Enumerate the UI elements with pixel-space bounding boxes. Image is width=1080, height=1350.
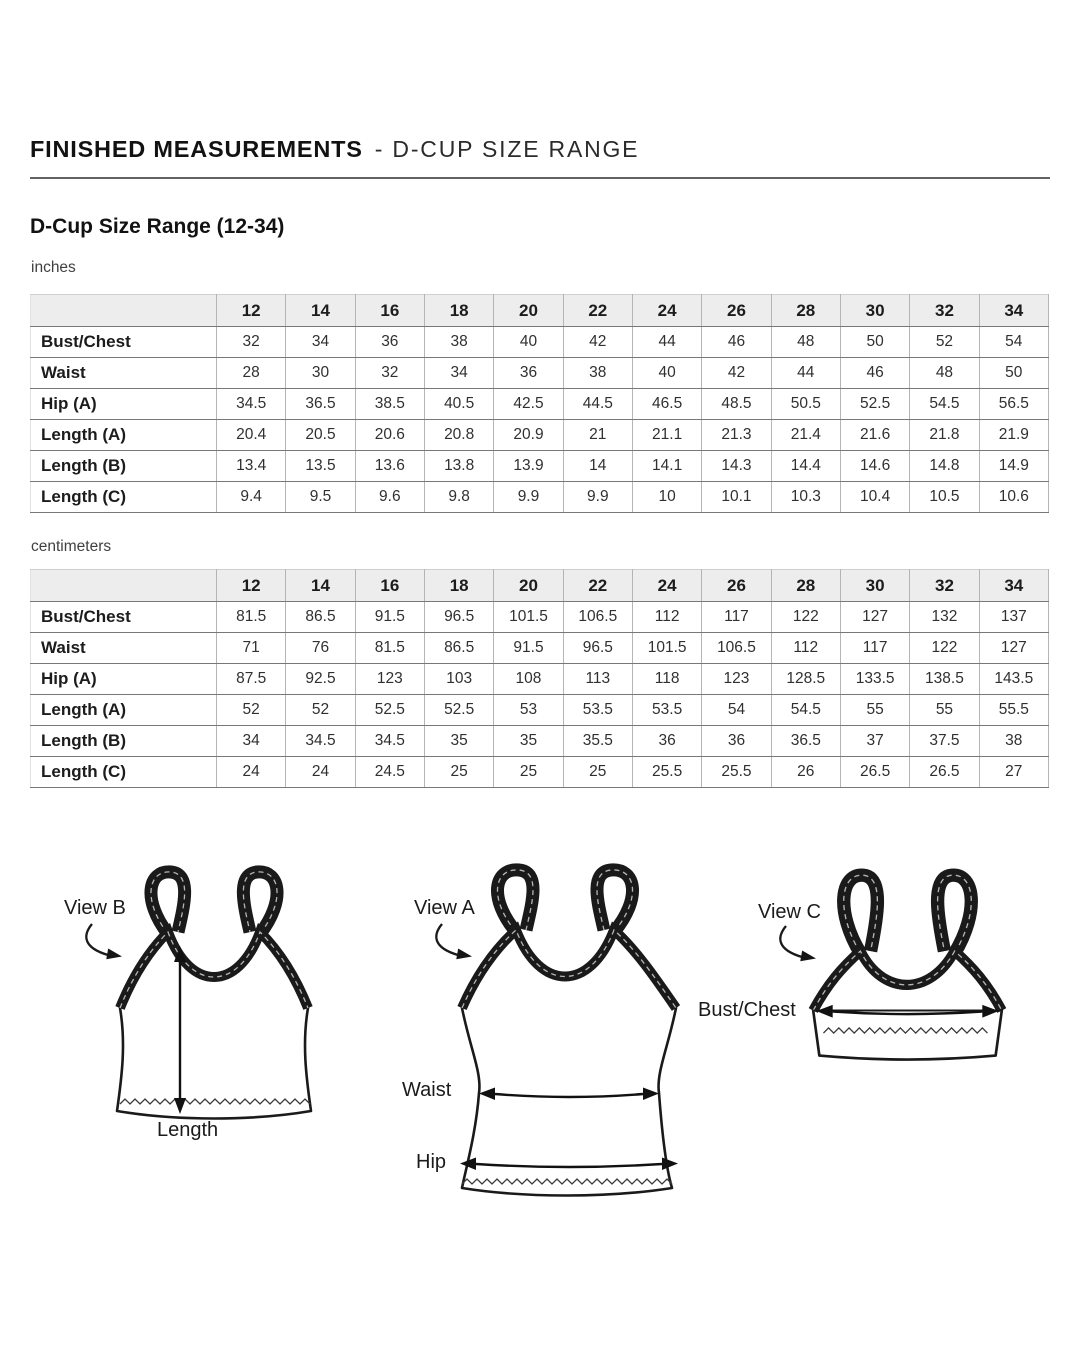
value-cell: 86.5: [286, 602, 355, 633]
value-cell: 92.5: [286, 664, 355, 695]
value-cell: 127: [979, 633, 1048, 664]
value-cell: 53.5: [563, 695, 632, 726]
value-cell: 10.3: [771, 482, 840, 513]
value-cell: 34: [286, 327, 355, 358]
value-cell: 127: [840, 602, 909, 633]
corner-cell: [31, 295, 217, 327]
value-cell: 13.5: [286, 451, 355, 482]
view-c-illustration: [774, 867, 1041, 1072]
value-cell: 36: [632, 726, 701, 757]
value-cell: 112: [632, 602, 701, 633]
value-cell: 21.9: [979, 420, 1048, 451]
value-cell: 25: [563, 757, 632, 788]
value-cell: 52: [286, 695, 355, 726]
waist-measure-label: Waist: [402, 1079, 452, 1101]
value-cell: 54: [979, 327, 1048, 358]
value-cell: 21.3: [702, 420, 771, 451]
value-cell: 52: [217, 695, 286, 726]
value-cell: 13.9: [494, 451, 563, 482]
row-label: Bust/Chest: [31, 327, 217, 358]
size-header-row: [31, 570, 1049, 602]
value-cell: 35: [494, 726, 563, 757]
value-cell: 106.5: [702, 633, 771, 664]
row-label: Length (C): [31, 482, 217, 513]
row-label: Bust/Chest: [31, 602, 217, 633]
measurement-row: [31, 482, 1049, 513]
inches-table: [30, 294, 1049, 513]
value-cell: 44: [771, 358, 840, 389]
value-cell: 123: [702, 664, 771, 695]
value-cell: 46: [840, 358, 909, 389]
hip-measure-label: Hip: [416, 1151, 447, 1173]
size-header-cell: 12: [217, 295, 286, 327]
value-cell: 36.5: [771, 726, 840, 757]
value-cell: 103: [424, 664, 493, 695]
size-header-cell: 24: [632, 295, 701, 327]
value-cell: 14.3: [702, 451, 771, 482]
value-cell: 42: [702, 358, 771, 389]
value-cell: 81.5: [355, 633, 424, 664]
size-header-cell: 34: [979, 570, 1048, 602]
value-cell: 96.5: [424, 602, 493, 633]
value-cell: 24: [286, 757, 355, 788]
value-cell: 122: [771, 602, 840, 633]
value-cell: 14.8: [910, 451, 979, 482]
view-a-label: View A: [414, 897, 475, 919]
value-cell: 9.6: [355, 482, 424, 513]
value-cell: 101.5: [494, 602, 563, 633]
value-cell: 52.5: [355, 695, 424, 726]
value-cell: 44: [632, 327, 701, 358]
value-cell: 35: [424, 726, 493, 757]
centimeters-table: [30, 569, 1049, 788]
value-cell: 10.6: [979, 482, 1048, 513]
value-cell: 40: [632, 358, 701, 389]
size-header-cell: 28: [771, 295, 840, 327]
value-cell: 81.5: [217, 602, 286, 633]
value-cell: 36: [494, 358, 563, 389]
value-cell: 9.8: [424, 482, 493, 513]
page-title-suffix: - D-CUP SIZE RANGE: [374, 136, 640, 162]
value-cell: 143.5: [979, 664, 1048, 695]
size-header-cell: 32: [910, 570, 979, 602]
value-cell: 10.4: [840, 482, 909, 513]
value-cell: 20.6: [355, 420, 424, 451]
measurement-row: [31, 757, 1049, 788]
size-header-cell: 24: [632, 570, 701, 602]
unit-label-centimeters: centimeters: [31, 538, 112, 555]
value-cell: 137: [979, 602, 1048, 633]
value-cell: 113: [563, 664, 632, 695]
row-label: Length (A): [31, 420, 217, 451]
value-cell: 38: [563, 358, 632, 389]
value-cell: 52: [910, 327, 979, 358]
value-cell: 48: [771, 327, 840, 358]
size-header-cell: 30: [840, 295, 909, 327]
row-label: Length (A): [31, 695, 217, 726]
value-cell: 21: [563, 420, 632, 451]
size-header-cell: 18: [424, 295, 493, 327]
value-cell: 117: [840, 633, 909, 664]
value-cell: 34.5: [355, 726, 424, 757]
value-cell: 53.5: [632, 695, 701, 726]
size-header-cell: 14: [286, 570, 355, 602]
value-cell: 14.1: [632, 451, 701, 482]
value-cell: 122: [910, 633, 979, 664]
unit-label-inches: inches: [31, 259, 76, 276]
value-cell: 132: [910, 602, 979, 633]
value-cell: 48: [910, 358, 979, 389]
value-cell: 35.5: [563, 726, 632, 757]
value-cell: 26.5: [840, 757, 909, 788]
value-cell: 20.4: [217, 420, 286, 451]
value-cell: 71: [217, 633, 286, 664]
value-cell: 54.5: [910, 389, 979, 420]
bust-chest-measure-label: Bust/Chest: [698, 999, 796, 1021]
size-header-cell: 26: [702, 570, 771, 602]
size-header-cell: 34: [979, 295, 1048, 327]
row-label: Waist: [31, 633, 217, 664]
value-cell: 56.5: [979, 389, 1048, 420]
value-cell: 46.5: [632, 389, 701, 420]
value-cell: 52.5: [840, 389, 909, 420]
value-cell: 50: [840, 327, 909, 358]
value-cell: 9.5: [286, 482, 355, 513]
size-header-cell: 16: [355, 570, 424, 602]
value-cell: 96.5: [563, 633, 632, 664]
size-header-cell: 30: [840, 570, 909, 602]
value-cell: 42: [563, 327, 632, 358]
value-cell: 38: [979, 726, 1048, 757]
value-cell: 30: [286, 358, 355, 389]
value-cell: 14.6: [840, 451, 909, 482]
value-cell: 37.5: [910, 726, 979, 757]
value-cell: 53: [494, 695, 563, 726]
value-cell: 91.5: [355, 602, 424, 633]
value-cell: 101.5: [632, 633, 701, 664]
value-cell: 10: [632, 482, 701, 513]
row-label: Length (B): [31, 451, 217, 482]
value-cell: 55.5: [979, 695, 1048, 726]
value-cell: 34.5: [217, 389, 286, 420]
value-cell: 52.5: [424, 695, 493, 726]
value-cell: 34.5: [286, 726, 355, 757]
value-cell: 112: [771, 633, 840, 664]
value-cell: 55: [910, 695, 979, 726]
value-cell: 54: [702, 695, 771, 726]
row-label: Length (C): [31, 757, 217, 788]
value-cell: 28: [217, 358, 286, 389]
measurement-row: [31, 633, 1049, 664]
value-cell: 25.5: [702, 757, 771, 788]
value-cell: 46: [702, 327, 771, 358]
section-title: D-Cup Size Range (12-34): [30, 215, 285, 238]
value-cell: 40.5: [424, 389, 493, 420]
measurement-row: [31, 602, 1049, 633]
row-label: Waist: [31, 358, 217, 389]
value-cell: 21.6: [840, 420, 909, 451]
size-header-cell: 20: [494, 295, 563, 327]
value-cell: 133.5: [840, 664, 909, 695]
value-cell: 10.5: [910, 482, 979, 513]
title-divider: [30, 177, 1050, 179]
value-cell: 106.5: [563, 602, 632, 633]
row-label: Hip (A): [31, 664, 217, 695]
size-header-cell: 18: [424, 570, 493, 602]
value-cell: 10.1: [702, 482, 771, 513]
measurement-row: [31, 327, 1049, 358]
value-cell: 34: [217, 726, 286, 757]
value-cell: 50.5: [771, 389, 840, 420]
value-cell: 138.5: [910, 664, 979, 695]
value-cell: 36: [702, 726, 771, 757]
value-cell: 108: [494, 664, 563, 695]
value-cell: 48.5: [702, 389, 771, 420]
corner-cell: [31, 570, 217, 602]
value-cell: 24.5: [355, 757, 424, 788]
value-cell: 54.5: [771, 695, 840, 726]
value-cell: 40: [494, 327, 563, 358]
measurement-row: [31, 451, 1049, 482]
value-cell: 20.5: [286, 420, 355, 451]
measurement-row: [31, 695, 1049, 726]
view-b-label: View B: [64, 897, 126, 919]
row-label: Length (B): [31, 726, 217, 757]
value-cell: 91.5: [494, 633, 563, 664]
value-cell: 27: [979, 757, 1048, 788]
value-cell: 14.4: [771, 451, 840, 482]
value-cell: 25: [424, 757, 493, 788]
value-cell: 21.4: [771, 420, 840, 451]
page-title: [30, 136, 639, 163]
value-cell: 25.5: [632, 757, 701, 788]
value-cell: 9.9: [563, 482, 632, 513]
size-header-cell: 22: [563, 570, 632, 602]
value-cell: 24: [217, 757, 286, 788]
value-cell: 87.5: [217, 664, 286, 695]
value-cell: 26.5: [910, 757, 979, 788]
size-header-cell: 26: [702, 295, 771, 327]
value-cell: 32: [355, 358, 424, 389]
measurement-row: [31, 389, 1049, 420]
value-cell: 34: [424, 358, 493, 389]
value-cell: 55: [840, 695, 909, 726]
size-header-cell: 22: [563, 295, 632, 327]
view-b-illustration: [84, 868, 344, 1128]
value-cell: 36: [355, 327, 424, 358]
size-header-cell: 16: [355, 295, 424, 327]
value-cell: 44.5: [563, 389, 632, 420]
value-cell: 13.8: [424, 451, 493, 482]
measurement-row: [31, 664, 1049, 695]
value-cell: 42.5: [494, 389, 563, 420]
value-cell: 36.5: [286, 389, 355, 420]
value-cell: 20.8: [424, 420, 493, 451]
value-cell: 13.4: [217, 451, 286, 482]
view-c-label: View C: [758, 901, 821, 923]
measurement-row: [31, 726, 1049, 757]
value-cell: 118: [632, 664, 701, 695]
measurement-row: [31, 420, 1049, 451]
value-cell: 32: [217, 327, 286, 358]
value-cell: 26: [771, 757, 840, 788]
measurement-row: [31, 358, 1049, 389]
value-cell: 13.6: [355, 451, 424, 482]
value-cell: 76: [286, 633, 355, 664]
size-header-cell: 14: [286, 295, 355, 327]
value-cell: 117: [702, 602, 771, 633]
value-cell: 14.9: [979, 451, 1048, 482]
value-cell: 123: [355, 664, 424, 695]
value-cell: 38.5: [355, 389, 424, 420]
size-header-cell: 20: [494, 570, 563, 602]
value-cell: 20.9: [494, 420, 563, 451]
page-title-main: FINISHED MEASUREMENTS: [30, 136, 363, 162]
value-cell: 50: [979, 358, 1048, 389]
size-header-row: [31, 295, 1049, 327]
size-header-cell: 12: [217, 570, 286, 602]
value-cell: 25: [494, 757, 563, 788]
size-header-cell: 28: [771, 570, 840, 602]
value-cell: 9.4: [217, 482, 286, 513]
row-label: Hip (A): [31, 389, 217, 420]
length-measure-label: Length: [157, 1119, 219, 1141]
value-cell: 86.5: [424, 633, 493, 664]
value-cell: 14: [563, 451, 632, 482]
value-cell: 9.9: [494, 482, 563, 513]
size-header-cell: 32: [910, 295, 979, 327]
view-a-illustration: [434, 868, 704, 1208]
value-cell: 37: [840, 726, 909, 757]
value-cell: 38: [424, 327, 493, 358]
value-cell: 21.8: [910, 420, 979, 451]
value-cell: 128.5: [771, 664, 840, 695]
value-cell: 21.1: [632, 420, 701, 451]
